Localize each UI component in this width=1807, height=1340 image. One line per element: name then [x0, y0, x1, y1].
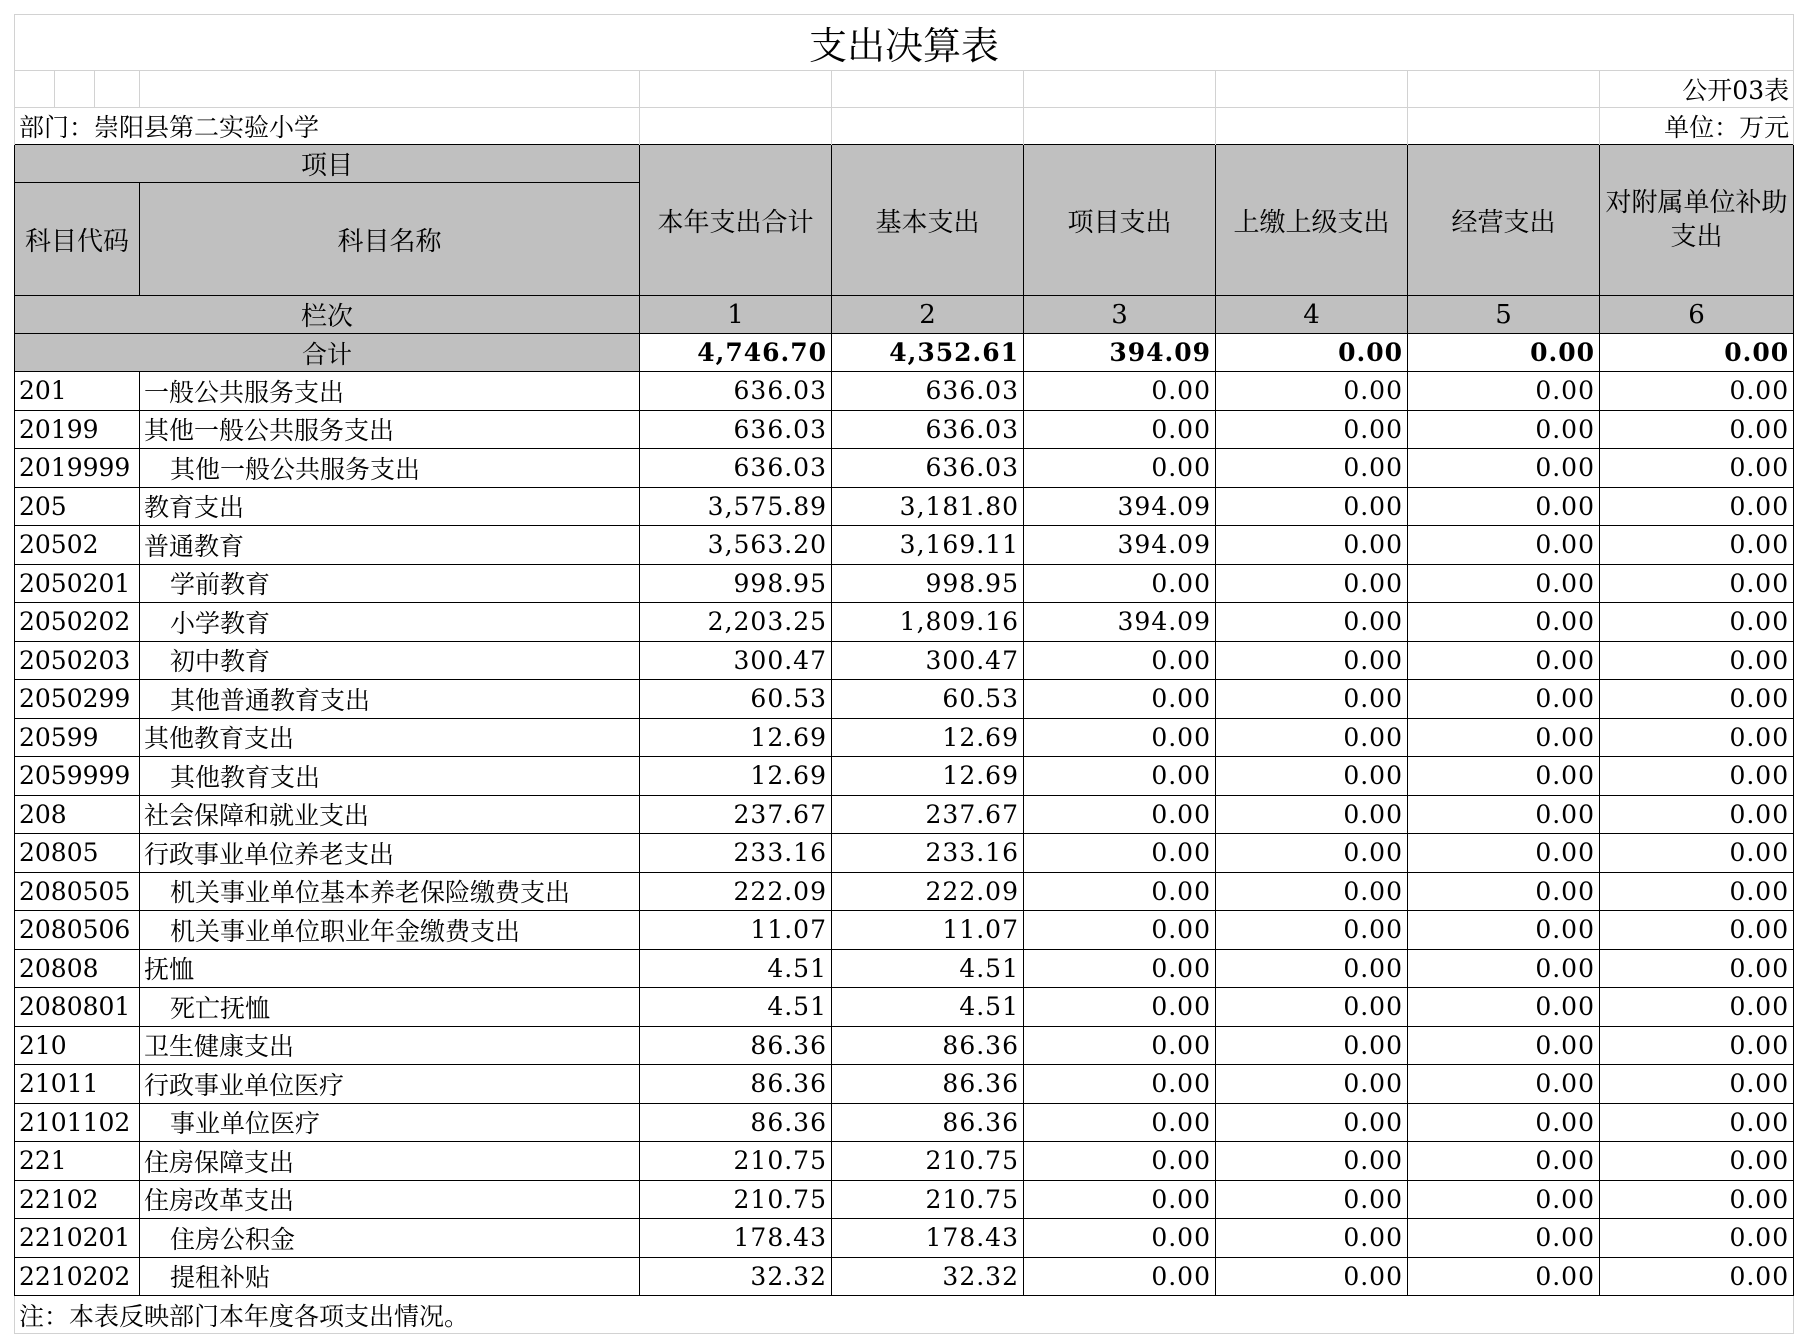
- subject-code: 20599: [15, 718, 140, 757]
- subject-name: 一般公共服务支出: [140, 372, 640, 411]
- value-col1: 86.36: [640, 1026, 832, 1065]
- unit-label: 单位：万元: [1600, 108, 1794, 145]
- value-col2: 86.36: [832, 1026, 1024, 1065]
- subject-code: 208: [15, 795, 140, 834]
- value-col5: 0.00: [1408, 603, 1600, 642]
- value-col5: 0.00: [1408, 911, 1600, 950]
- value-col2: 636.03: [832, 410, 1024, 449]
- subject-name: 抚恤: [140, 949, 640, 988]
- subject-code: 20805: [15, 834, 140, 873]
- footnote: 注：本表反映部门本年度各项支出情况。: [15, 1296, 1794, 1334]
- table-row: [15, 526, 1794, 565]
- value-col5: 0.00: [1408, 834, 1600, 873]
- value-col1: 237.67: [640, 795, 832, 834]
- total-col1: 4,746.70: [640, 334, 832, 372]
- table-row: [15, 1065, 1794, 1104]
- col-number-1: 1: [640, 296, 832, 334]
- value-col1: 4.51: [640, 988, 832, 1027]
- subject-name: 住房改革支出: [140, 1180, 640, 1219]
- value-col6: 0.00: [1600, 1180, 1794, 1219]
- header-col2: 基本支出: [832, 145, 1024, 296]
- value-col6: 0.00: [1600, 872, 1794, 911]
- value-col3: 0.00: [1024, 372, 1216, 411]
- value-col1: 210.75: [640, 1142, 832, 1181]
- value-col6: 0.00: [1600, 449, 1794, 488]
- total-col5: 0.00: [1408, 334, 1600, 372]
- table-row: [15, 911, 1794, 950]
- value-col4: 0.00: [1216, 1142, 1408, 1181]
- table-row: [15, 718, 1794, 757]
- subject-code: 2050202: [15, 603, 140, 642]
- total-label: 合计: [15, 334, 640, 372]
- subject-name: 其他一般公共服务支出: [140, 410, 640, 449]
- value-col5: 0.00: [1408, 1065, 1600, 1104]
- value-col6: 0.00: [1600, 834, 1794, 873]
- value-col2: 60.53: [832, 680, 1024, 719]
- total-col6: 0.00: [1600, 334, 1794, 372]
- value-col4: 0.00: [1216, 1180, 1408, 1219]
- total-col4: 0.00: [1216, 334, 1408, 372]
- expenditure-table: [14, 14, 1794, 1334]
- value-col1: 11.07: [640, 911, 832, 950]
- value-col6: 0.00: [1600, 1257, 1794, 1296]
- value-col3: 0.00: [1024, 1180, 1216, 1219]
- value-col3: 394.09: [1024, 603, 1216, 642]
- value-col1: 3,575.89: [640, 487, 832, 526]
- value-col5: 0.00: [1408, 410, 1600, 449]
- value-col5: 0.00: [1408, 1103, 1600, 1142]
- total-col3: 394.09: [1024, 334, 1216, 372]
- subject-code: 2210202: [15, 1257, 140, 1296]
- value-col5: 0.00: [1408, 795, 1600, 834]
- value-col1: 86.36: [640, 1103, 832, 1142]
- header-col4: 上缴上级支出: [1216, 145, 1408, 296]
- value-col3: 0.00: [1024, 449, 1216, 488]
- value-col1: 300.47: [640, 641, 832, 680]
- value-col6: 0.00: [1600, 680, 1794, 719]
- value-col2: 1,809.16: [832, 603, 1024, 642]
- value-col5: 0.00: [1408, 949, 1600, 988]
- page-title: 支出决算表: [15, 15, 1794, 71]
- table-row: [15, 949, 1794, 988]
- value-col6: 0.00: [1600, 1219, 1794, 1258]
- value-col5: 0.00: [1408, 564, 1600, 603]
- value-col3: 0.00: [1024, 410, 1216, 449]
- value-col1: 12.69: [640, 757, 832, 796]
- value-col2: 12.69: [832, 757, 1024, 796]
- subject-name: 其他教育支出: [140, 757, 640, 796]
- header-col1: 本年支出合计: [640, 145, 832, 296]
- col-number-2: 2: [832, 296, 1024, 334]
- value-col6: 0.00: [1600, 487, 1794, 526]
- value-col1: 233.16: [640, 834, 832, 873]
- value-col3: 0.00: [1024, 949, 1216, 988]
- header-name: 科目名称: [140, 183, 640, 296]
- value-col6: 0.00: [1600, 988, 1794, 1027]
- value-col3: 0.00: [1024, 1103, 1216, 1142]
- value-col2: 86.36: [832, 1103, 1024, 1142]
- subject-name: 住房保障支出: [140, 1142, 640, 1181]
- subject-name: 事业单位医疗: [140, 1103, 640, 1142]
- value-col5: 0.00: [1408, 757, 1600, 796]
- subject-code: 2019999: [15, 449, 140, 488]
- table-row: [15, 564, 1794, 603]
- subject-name: 提租补贴: [140, 1257, 640, 1296]
- value-col1: 2,203.25: [640, 603, 832, 642]
- value-col1: 32.32: [640, 1257, 832, 1296]
- subject-name: 教育支出: [140, 487, 640, 526]
- subject-code: 2101102: [15, 1103, 140, 1142]
- table-row: [15, 680, 1794, 719]
- value-col2: 86.36: [832, 1065, 1024, 1104]
- value-col6: 0.00: [1600, 1026, 1794, 1065]
- subject-code: 21011: [15, 1065, 140, 1104]
- value-col5: 0.00: [1408, 1026, 1600, 1065]
- subject-code: 22102: [15, 1180, 140, 1219]
- subject-name: 卫生健康支出: [140, 1026, 640, 1065]
- value-col3: 0.00: [1024, 988, 1216, 1027]
- col-number-5: 5: [1408, 296, 1600, 334]
- subject-code: 20502: [15, 526, 140, 565]
- subject-name: 普通教育: [140, 526, 640, 565]
- form-number: 公开03表: [1600, 71, 1794, 108]
- value-col4: 0.00: [1216, 641, 1408, 680]
- value-col5: 0.00: [1408, 872, 1600, 911]
- value-col5: 0.00: [1408, 1180, 1600, 1219]
- department-label: 部门：崇阳县第二实验小学: [15, 108, 640, 145]
- value-col2: 233.16: [832, 834, 1024, 873]
- subject-code: 2050203: [15, 641, 140, 680]
- value-col1: 12.69: [640, 718, 832, 757]
- value-col3: 0.00: [1024, 795, 1216, 834]
- value-col6: 0.00: [1600, 1103, 1794, 1142]
- value-col4: 0.00: [1216, 911, 1408, 950]
- value-col1: 210.75: [640, 1180, 832, 1219]
- value-col5: 0.00: [1408, 449, 1600, 488]
- value-col1: 998.95: [640, 564, 832, 603]
- value-col2: 32.32: [832, 1257, 1024, 1296]
- value-col3: 0.00: [1024, 1065, 1216, 1104]
- value-col3: 0.00: [1024, 834, 1216, 873]
- value-col3: 0.00: [1024, 1142, 1216, 1181]
- subject-name: 死亡抚恤: [140, 988, 640, 1027]
- value-col3: 0.00: [1024, 680, 1216, 719]
- subject-code: 2080506: [15, 911, 140, 950]
- value-col5: 0.00: [1408, 1142, 1600, 1181]
- table-row: [15, 1142, 1794, 1181]
- value-col5: 0.00: [1408, 680, 1600, 719]
- value-col6: 0.00: [1600, 1142, 1794, 1181]
- subject-code: 20808: [15, 949, 140, 988]
- value-col2: 237.67: [832, 795, 1024, 834]
- table-row: [15, 795, 1794, 834]
- value-col3: 0.00: [1024, 641, 1216, 680]
- subject-code: 210: [15, 1026, 140, 1065]
- value-col5: 0.00: [1408, 641, 1600, 680]
- table-row: [15, 372, 1794, 411]
- table-row: [15, 988, 1794, 1027]
- col-number-6: 6: [1600, 296, 1794, 334]
- value-col2: 300.47: [832, 641, 1024, 680]
- value-col6: 0.00: [1600, 603, 1794, 642]
- value-col3: 394.09: [1024, 487, 1216, 526]
- header-project: 项目: [15, 145, 640, 183]
- value-col2: 178.43: [832, 1219, 1024, 1258]
- value-col6: 0.00: [1600, 526, 1794, 565]
- subject-code: 2210201: [15, 1219, 140, 1258]
- value-col2: 4.51: [832, 988, 1024, 1027]
- value-col3: 394.09: [1024, 526, 1216, 565]
- table-row: [15, 834, 1794, 873]
- value-col5: 0.00: [1408, 487, 1600, 526]
- value-col1: 636.03: [640, 410, 832, 449]
- value-col2: 12.69: [832, 718, 1024, 757]
- subject-name: 社会保障和就业支出: [140, 795, 640, 834]
- subject-code: 2050201: [15, 564, 140, 603]
- subject-name: 其他教育支出: [140, 718, 640, 757]
- value-col2: 210.75: [832, 1142, 1024, 1181]
- value-col4: 0.00: [1216, 795, 1408, 834]
- value-col1: 86.36: [640, 1065, 832, 1104]
- value-col1: 636.03: [640, 449, 832, 488]
- table-row: [15, 1180, 1794, 1219]
- value-col1: 4.51: [640, 949, 832, 988]
- header-code: 科目代码: [15, 183, 140, 296]
- value-col6: 0.00: [1600, 1065, 1794, 1104]
- value-col3: 0.00: [1024, 911, 1216, 950]
- table-row: [15, 410, 1794, 449]
- table-row: [15, 603, 1794, 642]
- value-col5: 0.00: [1408, 1257, 1600, 1296]
- value-col6: 0.00: [1600, 795, 1794, 834]
- value-col4: 0.00: [1216, 949, 1408, 988]
- subject-code: 2080801: [15, 988, 140, 1027]
- value-col4: 0.00: [1216, 872, 1408, 911]
- value-col6: 0.00: [1600, 372, 1794, 411]
- value-col2: 998.95: [832, 564, 1024, 603]
- total-row: [15, 334, 1794, 372]
- value-col1: 3,563.20: [640, 526, 832, 565]
- value-col6: 0.00: [1600, 949, 1794, 988]
- col-number-3: 3: [1024, 296, 1216, 334]
- value-col4: 0.00: [1216, 372, 1408, 411]
- value-col6: 0.00: [1600, 641, 1794, 680]
- value-col4: 0.00: [1216, 410, 1408, 449]
- subject-name: 学前教育: [140, 564, 640, 603]
- value-col4: 0.00: [1216, 757, 1408, 796]
- value-col6: 0.00: [1600, 911, 1794, 950]
- subject-code: 20199: [15, 410, 140, 449]
- value-col2: 222.09: [832, 872, 1024, 911]
- value-col1: 178.43: [640, 1219, 832, 1258]
- header-col3: 项目支出: [1024, 145, 1216, 296]
- subject-name: 初中教育: [140, 641, 640, 680]
- value-col3: 0.00: [1024, 718, 1216, 757]
- subject-code: 221: [15, 1142, 140, 1181]
- value-col2: 4.51: [832, 949, 1024, 988]
- value-col4: 0.00: [1216, 526, 1408, 565]
- value-col4: 0.00: [1216, 1257, 1408, 1296]
- value-col1: 60.53: [640, 680, 832, 719]
- value-col4: 0.00: [1216, 603, 1408, 642]
- value-col4: 0.00: [1216, 1219, 1408, 1258]
- value-col2: 210.75: [832, 1180, 1024, 1219]
- value-col4: 0.00: [1216, 1103, 1408, 1142]
- value-col2: 636.03: [832, 372, 1024, 411]
- subject-name: 行政事业单位医疗: [140, 1065, 640, 1104]
- value-col4: 0.00: [1216, 1026, 1408, 1065]
- value-col5: 0.00: [1408, 988, 1600, 1027]
- subject-code: 201: [15, 372, 140, 411]
- header-col6: 对附属单位补助支出: [1600, 145, 1794, 296]
- table-row: [15, 1026, 1794, 1065]
- value-col3: 0.00: [1024, 1219, 1216, 1258]
- value-col4: 0.00: [1216, 680, 1408, 719]
- value-col6: 0.00: [1600, 757, 1794, 796]
- subject-name: 住房公积金: [140, 1219, 640, 1258]
- value-col4: 0.00: [1216, 564, 1408, 603]
- table-row: [15, 757, 1794, 796]
- subject-name: 行政事业单位养老支出: [140, 834, 640, 873]
- header-col5: 经营支出: [1408, 145, 1600, 296]
- subject-name: 机关事业单位基本养老保险缴费支出: [140, 872, 640, 911]
- subject-code: 2080505: [15, 872, 140, 911]
- value-col4: 0.00: [1216, 1065, 1408, 1104]
- table-row: [15, 1219, 1794, 1258]
- subject-name: 机关事业单位职业年金缴费支出: [140, 911, 640, 950]
- value-col6: 0.00: [1600, 564, 1794, 603]
- value-col4: 0.00: [1216, 487, 1408, 526]
- value-col4: 0.00: [1216, 988, 1408, 1027]
- header-lanci: 栏次: [15, 296, 640, 334]
- value-col4: 0.00: [1216, 834, 1408, 873]
- value-col3: 0.00: [1024, 1026, 1216, 1065]
- value-col4: 0.00: [1216, 718, 1408, 757]
- value-col3: 0.00: [1024, 564, 1216, 603]
- subject-name: 其他普通教育支出: [140, 680, 640, 719]
- value-col2: 3,181.80: [832, 487, 1024, 526]
- value-col5: 0.00: [1408, 1219, 1600, 1258]
- value-col6: 0.00: [1600, 718, 1794, 757]
- table-row: [15, 449, 1794, 488]
- subject-name: 其他一般公共服务支出: [140, 449, 640, 488]
- value-col2: 636.03: [832, 449, 1024, 488]
- value-col2: 11.07: [832, 911, 1024, 950]
- value-col1: 222.09: [640, 872, 832, 911]
- subject-code: 2059999: [15, 757, 140, 796]
- value-col3: 0.00: [1024, 1257, 1216, 1296]
- table-row: [15, 872, 1794, 911]
- spreadsheet: [14, 14, 1793, 1334]
- total-col2: 4,352.61: [832, 334, 1024, 372]
- value-col3: 0.00: [1024, 757, 1216, 796]
- table-row: [15, 1257, 1794, 1296]
- table-row: [15, 1103, 1794, 1142]
- subject-code: 2050299: [15, 680, 140, 719]
- subject-code: 205: [15, 487, 140, 526]
- value-col2: 3,169.11: [832, 526, 1024, 565]
- col-number-4: 4: [1216, 296, 1408, 334]
- value-col5: 0.00: [1408, 718, 1600, 757]
- subject-name: 小学教育: [140, 603, 640, 642]
- value-col1: 636.03: [640, 372, 832, 411]
- value-col6: 0.00: [1600, 410, 1794, 449]
- value-col4: 0.00: [1216, 449, 1408, 488]
- value-col3: 0.00: [1024, 872, 1216, 911]
- value-col5: 0.00: [1408, 372, 1600, 411]
- table-row: [15, 487, 1794, 526]
- table-row: [15, 641, 1794, 680]
- value-col5: 0.00: [1408, 526, 1600, 565]
